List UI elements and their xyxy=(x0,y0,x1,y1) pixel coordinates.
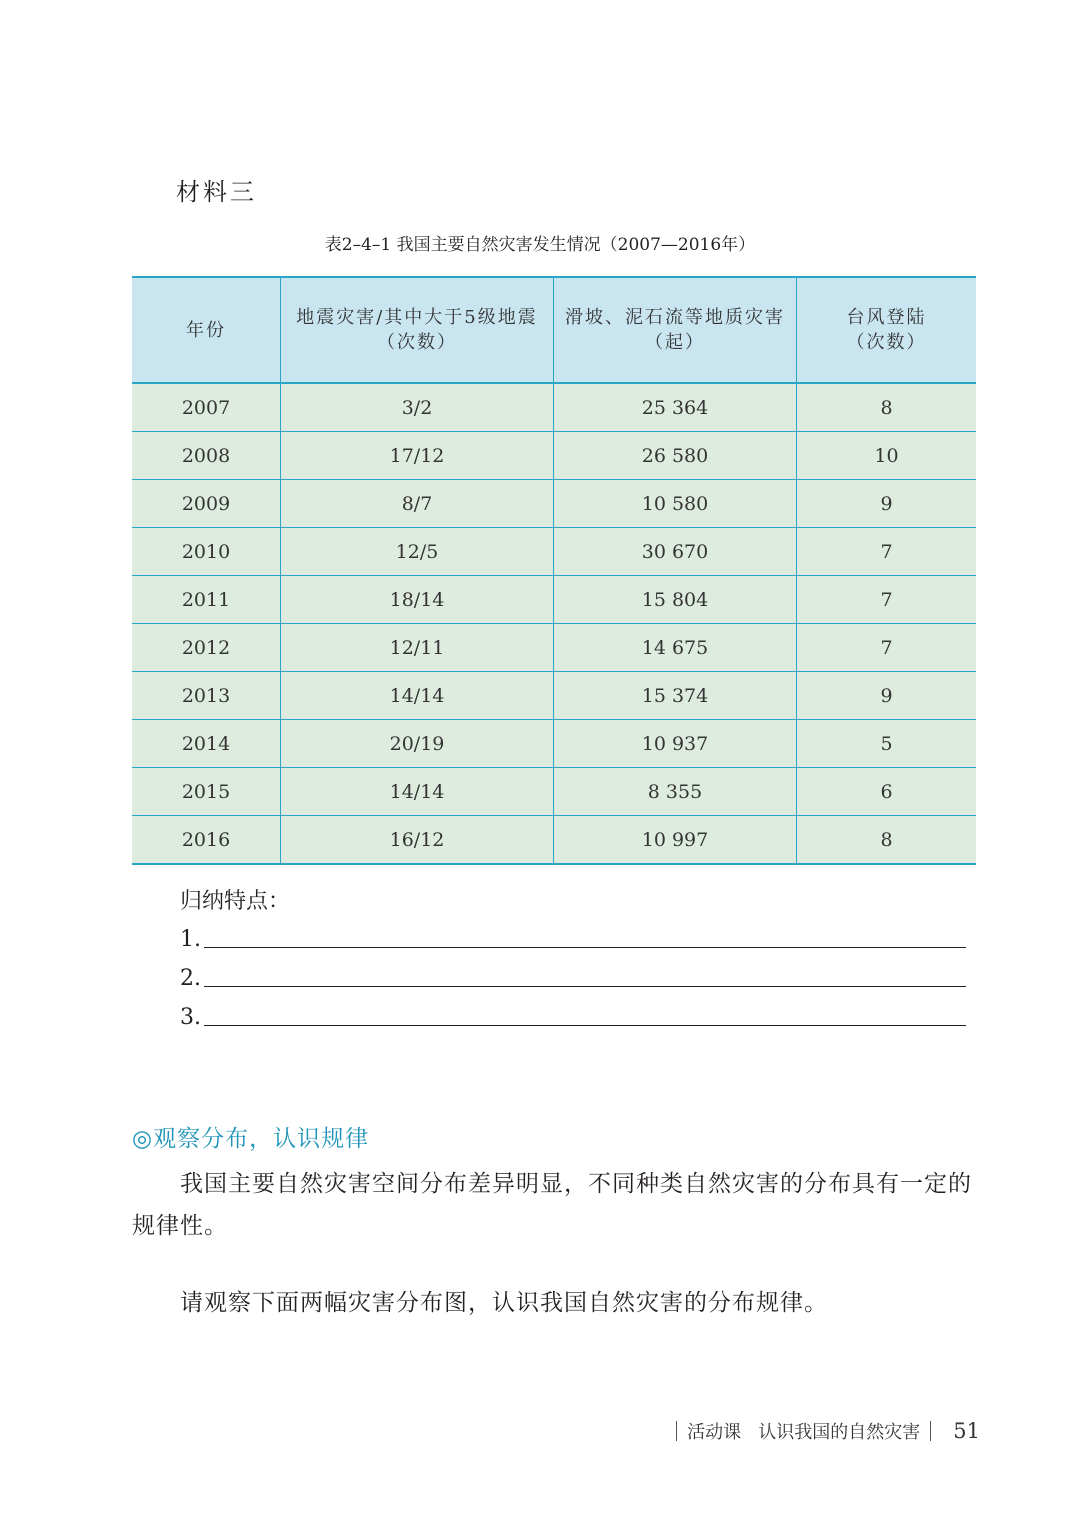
answer-number: 3. xyxy=(180,1005,201,1030)
cell-earthquake: 12/11 xyxy=(281,624,554,672)
cell-earthquake: 14/14 xyxy=(281,768,554,816)
cell-typhoon: 8 xyxy=(797,383,977,432)
cell-geological: 15 804 xyxy=(554,576,797,624)
table-row xyxy=(132,480,976,528)
cell-geological: 30 670 xyxy=(554,528,797,576)
material-title: 材料三 xyxy=(176,178,257,206)
answer-blank[interactable] xyxy=(204,1003,966,1026)
header-earthquake: 地震灾害/其中大于5级地震 （次数） xyxy=(281,277,554,383)
cell-year: 2008 xyxy=(132,432,281,480)
section-paragraph-2: 请观察下面两幅灾害分布图，认识我国自然灾害的分布规律。 xyxy=(180,1290,828,1316)
table-row xyxy=(132,624,976,672)
cell-typhoon: 7 xyxy=(797,528,977,576)
cell-typhoon: 6 xyxy=(797,768,977,816)
cell-year: 2012 xyxy=(132,624,281,672)
cell-earthquake: 14/14 xyxy=(281,672,554,720)
page-footer xyxy=(666,1418,980,1444)
cell-year: 2014 xyxy=(132,720,281,768)
header-typhoon: 台风登陆 （次数） xyxy=(797,277,977,383)
disaster-table xyxy=(132,276,976,865)
answer-line-1[interactable] xyxy=(180,922,966,952)
table-row xyxy=(132,383,976,432)
table-row xyxy=(132,528,976,576)
answer-blank[interactable] xyxy=(204,964,966,987)
table-row xyxy=(132,672,976,720)
cell-typhoon: 7 xyxy=(797,624,977,672)
page-number: 51 xyxy=(953,1419,980,1443)
answer-blank[interactable] xyxy=(204,925,966,948)
footer-divider xyxy=(676,1421,677,1441)
cell-year: 2015 xyxy=(132,768,281,816)
cell-typhoon: 8 xyxy=(797,816,977,865)
footer-chapter-title: 活动课 认识我国的自然灾害 xyxy=(687,1422,921,1443)
cell-geological: 10 937 xyxy=(554,720,797,768)
table-row xyxy=(132,720,976,768)
cell-year: 2010 xyxy=(132,528,281,576)
answer-number: 2. xyxy=(180,966,201,991)
cell-year: 2007 xyxy=(132,383,281,432)
cell-year: 2013 xyxy=(132,672,281,720)
cell-earthquake: 17/12 xyxy=(281,432,554,480)
header-year: 年份 xyxy=(132,277,281,383)
section-paragraph-1: 我国主要自然灾害空间分布差异明显，不同种类自然灾害的分布具有一定的规律性。 xyxy=(132,1171,972,1239)
cell-geological: 10 580 xyxy=(554,480,797,528)
cell-earthquake: 3/2 xyxy=(281,383,554,432)
table-row xyxy=(132,816,976,865)
cell-geological: 25 364 xyxy=(554,383,797,432)
summary-label: 归纳特点： xyxy=(180,889,291,914)
answer-line-3[interactable] xyxy=(180,1000,966,1030)
footer-divider xyxy=(930,1421,931,1441)
cell-typhoon: 5 xyxy=(797,720,977,768)
cell-geological: 10 997 xyxy=(554,816,797,865)
table-header-row xyxy=(132,277,976,383)
cell-earthquake: 12/5 xyxy=(281,528,554,576)
cell-geological: 26 580 xyxy=(554,432,797,480)
cell-typhoon: 9 xyxy=(797,672,977,720)
cell-geological: 15 374 xyxy=(554,672,797,720)
table-row xyxy=(132,576,976,624)
cell-earthquake: 8/7 xyxy=(281,480,554,528)
cell-geological: 8 355 xyxy=(554,768,797,816)
section-heading: ◎观察分布，认识规律 xyxy=(132,1126,370,1152)
cell-year: 2016 xyxy=(132,816,281,865)
table-row xyxy=(132,432,976,480)
cell-earthquake: 18/14 xyxy=(281,576,554,624)
cell-earthquake: 20/19 xyxy=(281,720,554,768)
header-geological: 滑坡、泥石流等地质灾害 （起） xyxy=(554,277,797,383)
cell-typhoon: 9 xyxy=(797,480,977,528)
answer-number: 1. xyxy=(180,927,201,952)
cell-earthquake: 16/12 xyxy=(281,816,554,865)
cell-year: 2009 xyxy=(132,480,281,528)
table-caption: 表2–4–1 我国主要自然灾害发生情况（2007—2016年） xyxy=(324,235,756,255)
cell-year: 2011 xyxy=(132,576,281,624)
cell-typhoon: 10 xyxy=(797,432,977,480)
cell-geological: 14 675 xyxy=(554,624,797,672)
cell-typhoon: 7 xyxy=(797,576,977,624)
answer-line-2[interactable] xyxy=(180,961,966,991)
table-row xyxy=(132,768,976,816)
